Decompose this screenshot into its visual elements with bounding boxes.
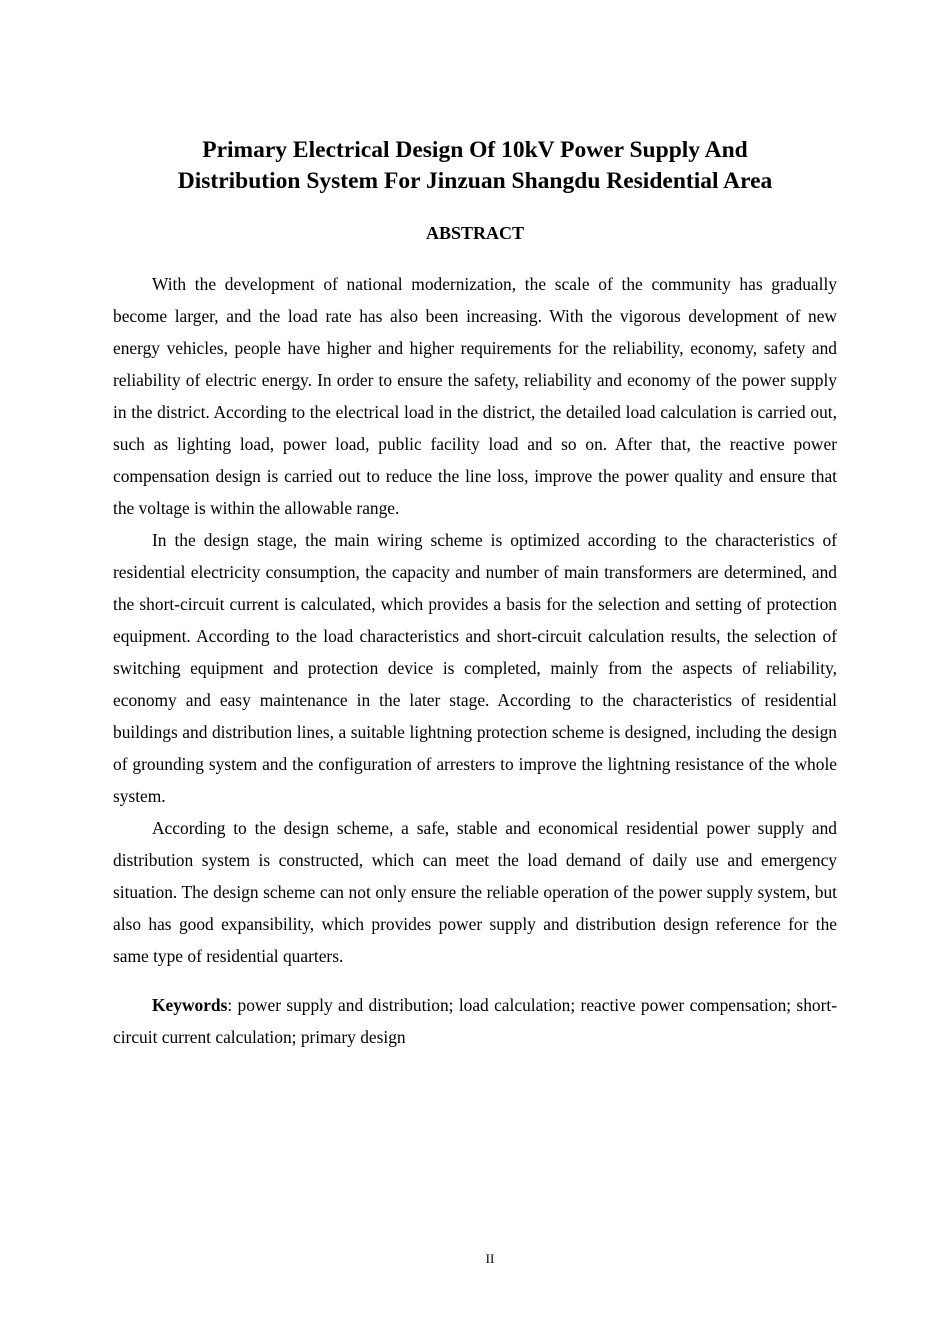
abstract-paragraph-2: In the design stage, the main wiring scheme is optimized according to the characteristics of residential electricity consumption, the capacity and number of main transformers are determined, and the short-circuit current is calculated, which provides a basis for the selection and setting of protection equipment. According to the load characteristics and short-circuit calculation results, the selection of switching equipment and protection device is completed, mainly from the aspects of reliability, economy and easy maintenance in the later stage. According to the characteristics of residential buildings and distribution lines, a suitable lightning protection scheme is designed, including the design of grounding system and the configuration of arresters to improve the lightning resistance of the whole system. [113,530,837,806]
abstract-heading: ABSTRACT [425,223,525,243]
thesis-title-line-1: Primary Electrical Design Of 10kV Power Supply And [202,137,748,163]
abstract-paragraph-1: With the development of national modernization, the scale of the community has gradually become larger, and the load rate has also been increasing. With the vigorous development of new energy vehicles, people have higher and higher requirements for the reliability, economy, safety and reliability of electric energy. In order to ensure the safety, reliability and economy of the power supply in the district. According to the electrical load in the district, the detailed load calculation is carried out, such as lighting load, power load, public facility load and so on. After that, the reactive power compensation design is carried out to reduce the line loss, improve the power quality and ensure that the voltage is within the allowable range. [113,274,837,518]
keywords-separator: : [227,995,238,1015]
abstract-body [113,268,837,972]
keywords-label: Keywords [152,995,228,1015]
keywords-text: power supply and distribution; load calculation; reactive power compensation; short-circuit current calculation; primary design [113,995,837,1047]
thesis-title [100,135,850,197]
abstract-paragraph-3: According to the design scheme, a safe, stable and economical residential power supply and distribution system is constructed, which can meet the load demand of daily use and emergency situation. The design scheme can not only ensure the reliable operation of the power supply system, but also has good expansibility, which provides power supply and distribution design reference for the same type of residential quarters. [113,818,837,966]
page-number: II [485,1251,495,1266]
keywords-line [113,989,837,1053]
thesis-title-line-2: Distribution System For Jinzuan Shangdu Residential Area [177,168,773,194]
